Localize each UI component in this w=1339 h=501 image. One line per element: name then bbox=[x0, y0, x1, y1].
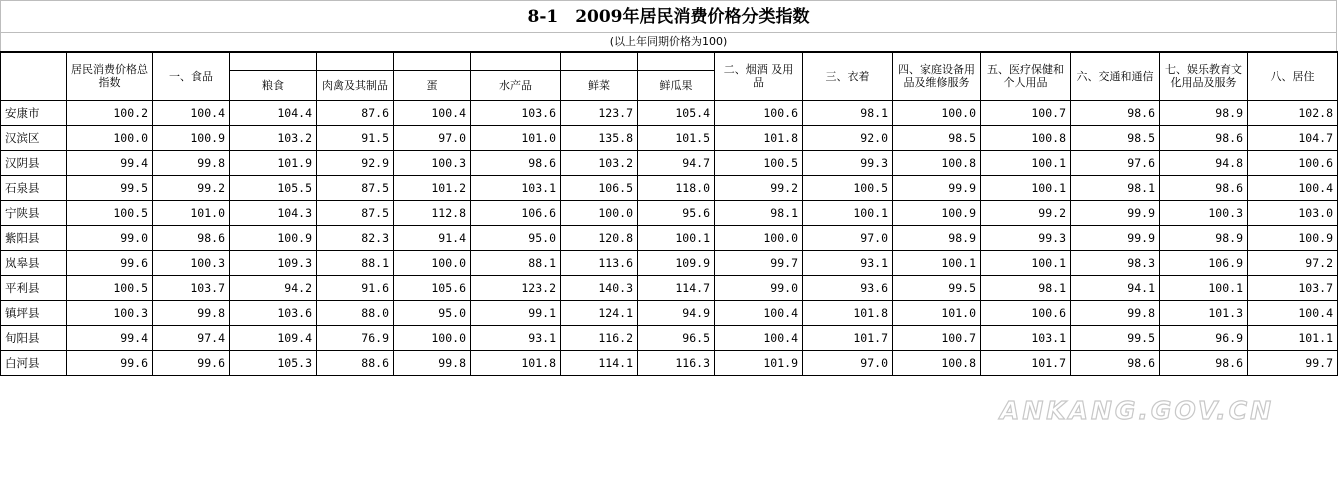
row-region-name: 汉阴县 bbox=[1, 150, 67, 175]
table-cell: 94.7 bbox=[638, 150, 715, 175]
table-cell: 99.5 bbox=[67, 175, 153, 200]
row-region-name: 岚皋县 bbox=[1, 250, 67, 275]
table-cell: 99.9 bbox=[893, 175, 981, 200]
header-cpi: 居民消费价格总指数 bbox=[67, 52, 153, 100]
table-cell: 100.1 bbox=[1160, 275, 1248, 300]
table-cell: 95.6 bbox=[638, 200, 715, 225]
price-index-table bbox=[0, 51, 1338, 376]
header-medical: 五、医疗保健和个人用品 bbox=[981, 52, 1071, 100]
table-cell: 105.4 bbox=[638, 100, 715, 125]
table-cell: 98.6 bbox=[1160, 350, 1248, 375]
table-cell: 99.2 bbox=[981, 200, 1071, 225]
table-row bbox=[1, 225, 1338, 250]
table-row bbox=[1, 200, 1338, 225]
table-cell: 109.9 bbox=[638, 250, 715, 275]
table-cell: 99.2 bbox=[153, 175, 230, 200]
table-cell: 100.0 bbox=[394, 325, 471, 350]
table-cell: 103.6 bbox=[230, 300, 317, 325]
table-cell: 95.0 bbox=[394, 300, 471, 325]
table-row bbox=[1, 125, 1338, 150]
table-cell: 92.9 bbox=[317, 150, 394, 175]
table-cell: 99.1 bbox=[471, 300, 561, 325]
table-title: 8-1 2009年居民消费价格分类指数 bbox=[0, 0, 1337, 33]
table-cell: 99.3 bbox=[981, 225, 1071, 250]
table-cell: 100.8 bbox=[893, 150, 981, 175]
table-cell: 100.4 bbox=[715, 300, 803, 325]
table-cell: 98.1 bbox=[803, 100, 893, 125]
table-cell: 88.0 bbox=[317, 300, 394, 325]
table-row bbox=[1, 250, 1338, 275]
table-row bbox=[1, 350, 1338, 375]
table-cell: 97.2 bbox=[1248, 250, 1338, 275]
header-transport: 六、交通和通信 bbox=[1071, 52, 1160, 100]
table-cell: 100.1 bbox=[803, 200, 893, 225]
table-cell: 98.6 bbox=[1160, 125, 1248, 150]
table-cell: 98.5 bbox=[1071, 125, 1160, 150]
table-cell: 88.1 bbox=[471, 250, 561, 275]
table-cell: 98.6 bbox=[153, 225, 230, 250]
row-region-name: 安康市 bbox=[1, 100, 67, 125]
table-row bbox=[1, 175, 1338, 200]
table-cell: 100.4 bbox=[1248, 175, 1338, 200]
table-row bbox=[1, 325, 1338, 350]
table-cell: 87.6 bbox=[317, 100, 394, 125]
table-cell: 95.0 bbox=[471, 225, 561, 250]
header-clothing: 三、衣着 bbox=[803, 52, 893, 100]
table-cell: 99.6 bbox=[67, 250, 153, 275]
header-blank bbox=[471, 52, 561, 70]
header-blank bbox=[638, 52, 715, 70]
table-cell: 101.9 bbox=[715, 350, 803, 375]
table-cell: 113.6 bbox=[561, 250, 638, 275]
header-grain: 粮食 bbox=[230, 70, 317, 100]
table-cell: 101.2 bbox=[394, 175, 471, 200]
table-body bbox=[1, 100, 1338, 375]
table-cell: 100.0 bbox=[715, 225, 803, 250]
table-cell: 97.0 bbox=[394, 125, 471, 150]
table-cell: 100.1 bbox=[981, 175, 1071, 200]
table-cell: 100.8 bbox=[981, 125, 1071, 150]
table-cell: 101.9 bbox=[230, 150, 317, 175]
row-region-name: 白河县 bbox=[1, 350, 67, 375]
table-cell: 91.5 bbox=[317, 125, 394, 150]
header-meat: 肉禽及其制品 bbox=[317, 70, 394, 100]
table-cell: 100.9 bbox=[893, 200, 981, 225]
table-cell: 101.8 bbox=[715, 125, 803, 150]
table-cell: 99.8 bbox=[153, 300, 230, 325]
table-cell: 106.5 bbox=[561, 175, 638, 200]
table-cell: 99.6 bbox=[67, 350, 153, 375]
table-cell: 103.2 bbox=[230, 125, 317, 150]
table-cell: 98.1 bbox=[1071, 175, 1160, 200]
table-cell: 103.1 bbox=[981, 325, 1071, 350]
header-egg: 蛋 bbox=[394, 70, 471, 100]
table-cell: 101.1 bbox=[1248, 325, 1338, 350]
table-cell: 114.1 bbox=[561, 350, 638, 375]
table-cell: 100.9 bbox=[230, 225, 317, 250]
table-cell: 103.1 bbox=[471, 175, 561, 200]
header-housing: 八、居住 bbox=[1248, 52, 1338, 100]
table-cell: 91.4 bbox=[394, 225, 471, 250]
table-cell: 100.4 bbox=[715, 325, 803, 350]
table-cell: 98.9 bbox=[1160, 225, 1248, 250]
table-cell: 100.5 bbox=[715, 150, 803, 175]
table-cell: 101.5 bbox=[638, 125, 715, 150]
table-cell: 100.0 bbox=[561, 200, 638, 225]
table-cell: 102.8 bbox=[1248, 100, 1338, 125]
table-cell: 99.9 bbox=[1071, 200, 1160, 225]
table-cell: 100.7 bbox=[981, 100, 1071, 125]
table-cell: 103.0 bbox=[1248, 200, 1338, 225]
table-cell: 97.0 bbox=[803, 225, 893, 250]
table-cell: 100.8 bbox=[893, 350, 981, 375]
table-cell: 98.3 bbox=[1071, 250, 1160, 275]
table-cell: 98.1 bbox=[981, 275, 1071, 300]
table-cell: 98.6 bbox=[1160, 175, 1248, 200]
table-cell: 100.7 bbox=[893, 325, 981, 350]
table-cell: 123.7 bbox=[561, 100, 638, 125]
row-region-name: 汉滨区 bbox=[1, 125, 67, 150]
table-cell: 100.5 bbox=[67, 275, 153, 300]
table-cell: 105.3 bbox=[230, 350, 317, 375]
table-cell: 100.5 bbox=[67, 200, 153, 225]
table-cell: 94.1 bbox=[1071, 275, 1160, 300]
table-cell: 112.8 bbox=[394, 200, 471, 225]
table-cell: 100.9 bbox=[1248, 225, 1338, 250]
table-cell: 93.6 bbox=[803, 275, 893, 300]
table-cell: 100.3 bbox=[153, 250, 230, 275]
table-cell: 104.7 bbox=[1248, 125, 1338, 150]
table-cell: 100.4 bbox=[394, 100, 471, 125]
header-fruit: 鲜瓜果 bbox=[638, 70, 715, 100]
table-cell: 101.8 bbox=[471, 350, 561, 375]
table-cell: 100.2 bbox=[67, 100, 153, 125]
table-cell: 99.9 bbox=[1071, 225, 1160, 250]
table-cell: 109.4 bbox=[230, 325, 317, 350]
table-row bbox=[1, 275, 1338, 300]
table-cell: 88.1 bbox=[317, 250, 394, 275]
table-cell: 106.9 bbox=[1160, 250, 1248, 275]
table-cell: 87.5 bbox=[317, 175, 394, 200]
table-cell: 97.4 bbox=[153, 325, 230, 350]
table-cell: 98.1 bbox=[715, 200, 803, 225]
table-cell: 93.1 bbox=[803, 250, 893, 275]
table-cell: 98.9 bbox=[893, 225, 981, 250]
row-region-name: 旬阳县 bbox=[1, 325, 67, 350]
table-cell: 124.1 bbox=[561, 300, 638, 325]
table-cell: 100.0 bbox=[67, 125, 153, 150]
row-region-name: 平利县 bbox=[1, 275, 67, 300]
table-cell: 99.7 bbox=[1248, 350, 1338, 375]
table-cell: 97.6 bbox=[1071, 150, 1160, 175]
table-row bbox=[1, 300, 1338, 325]
table-cell: 99.0 bbox=[715, 275, 803, 300]
table-cell: 100.6 bbox=[981, 300, 1071, 325]
table-cell: 140.3 bbox=[561, 275, 638, 300]
table-cell: 98.9 bbox=[1160, 100, 1248, 125]
table-cell: 100.0 bbox=[893, 100, 981, 125]
table-cell: 114.7 bbox=[638, 275, 715, 300]
table-cell: 100.4 bbox=[1248, 300, 1338, 325]
table-cell: 99.3 bbox=[803, 150, 893, 175]
row-region-name: 宁陕县 bbox=[1, 200, 67, 225]
table-cell: 98.6 bbox=[471, 150, 561, 175]
table-row bbox=[1, 100, 1338, 125]
table-cell: 103.7 bbox=[1248, 275, 1338, 300]
table-cell: 100.1 bbox=[638, 225, 715, 250]
header-blank bbox=[561, 52, 638, 70]
header-blank bbox=[394, 52, 471, 70]
table-cell: 94.2 bbox=[230, 275, 317, 300]
table-cell: 101.8 bbox=[803, 300, 893, 325]
table-cell: 120.8 bbox=[561, 225, 638, 250]
table-cell: 135.8 bbox=[561, 125, 638, 150]
header-blank bbox=[230, 52, 317, 70]
table-cell: 99.8 bbox=[394, 350, 471, 375]
header-entertainment: 七、娱乐教育文化用品及服务 bbox=[1160, 52, 1248, 100]
table-cell: 101.0 bbox=[893, 300, 981, 325]
table-cell: 100.3 bbox=[1160, 200, 1248, 225]
table-cell: 116.3 bbox=[638, 350, 715, 375]
table-cell: 104.3 bbox=[230, 200, 317, 225]
table-cell: 118.0 bbox=[638, 175, 715, 200]
table-cell: 100.5 bbox=[803, 175, 893, 200]
table-cell: 101.0 bbox=[153, 200, 230, 225]
table-cell: 76.9 bbox=[317, 325, 394, 350]
header-household: 四、家庭设备用品及维修服务 bbox=[893, 52, 981, 100]
table-cell: 103.6 bbox=[471, 100, 561, 125]
table-cell: 100.1 bbox=[981, 250, 1071, 275]
table-cell: 123.2 bbox=[471, 275, 561, 300]
table-cell: 93.1 bbox=[471, 325, 561, 350]
table-cell: 97.0 bbox=[803, 350, 893, 375]
table-cell: 100.3 bbox=[394, 150, 471, 175]
header-region bbox=[1, 52, 67, 100]
header-aquatic: 水产品 bbox=[471, 70, 561, 100]
table-cell: 98.6 bbox=[1071, 350, 1160, 375]
table-cell: 100.6 bbox=[1248, 150, 1338, 175]
table-cell: 100.6 bbox=[715, 100, 803, 125]
table-subtitle: (以上年同期价格为100) bbox=[0, 33, 1337, 51]
header-blank bbox=[317, 52, 394, 70]
table-cell: 106.6 bbox=[471, 200, 561, 225]
table-cell: 109.3 bbox=[230, 250, 317, 275]
table-cell: 103.7 bbox=[153, 275, 230, 300]
table-cell: 100.1 bbox=[981, 150, 1071, 175]
row-region-name: 镇坪县 bbox=[1, 300, 67, 325]
table-cell: 92.0 bbox=[803, 125, 893, 150]
table-cell: 101.3 bbox=[1160, 300, 1248, 325]
table-cell: 100.1 bbox=[893, 250, 981, 275]
table-cell: 100.4 bbox=[153, 100, 230, 125]
table-cell: 104.4 bbox=[230, 100, 317, 125]
table-cell: 98.6 bbox=[1071, 100, 1160, 125]
table-cell: 99.4 bbox=[67, 150, 153, 175]
table-cell: 99.8 bbox=[1071, 300, 1160, 325]
table-cell: 101.7 bbox=[803, 325, 893, 350]
table-cell: 99.4 bbox=[67, 325, 153, 350]
table-cell: 88.6 bbox=[317, 350, 394, 375]
table-cell: 100.9 bbox=[153, 125, 230, 150]
table-cell: 116.2 bbox=[561, 325, 638, 350]
table-cell: 101.7 bbox=[981, 350, 1071, 375]
table-cell: 99.7 bbox=[715, 250, 803, 275]
table-cell: 99.5 bbox=[893, 275, 981, 300]
table-cell: 105.5 bbox=[230, 175, 317, 200]
header-food: 一、食品 bbox=[153, 52, 230, 100]
table-cell: 99.8 bbox=[153, 150, 230, 175]
header-tobacco: 二、烟酒 及用品 bbox=[715, 52, 803, 100]
table-cell: 105.6 bbox=[394, 275, 471, 300]
table-cell: 101.0 bbox=[471, 125, 561, 150]
header-veg: 鲜菜 bbox=[561, 70, 638, 100]
table-cell: 96.5 bbox=[638, 325, 715, 350]
row-region-name: 石泉县 bbox=[1, 175, 67, 200]
table-cell: 100.0 bbox=[394, 250, 471, 275]
table-cell: 82.3 bbox=[317, 225, 394, 250]
table-cell: 94.9 bbox=[638, 300, 715, 325]
table-cell: 99.6 bbox=[153, 350, 230, 375]
table-cell: 103.2 bbox=[561, 150, 638, 175]
table-cell: 91.6 bbox=[317, 275, 394, 300]
row-region-name: 紫阳县 bbox=[1, 225, 67, 250]
table-cell: 99.5 bbox=[1071, 325, 1160, 350]
table-cell: 87.5 bbox=[317, 200, 394, 225]
watermark: ANKANG.GOV.CN bbox=[1000, 396, 1275, 425]
table-row bbox=[1, 150, 1338, 175]
table-cell: 99.2 bbox=[715, 175, 803, 200]
table-cell: 96.9 bbox=[1160, 325, 1248, 350]
table-cell: 94.8 bbox=[1160, 150, 1248, 175]
table-cell: 99.0 bbox=[67, 225, 153, 250]
table-cell: 100.3 bbox=[67, 300, 153, 325]
table-cell: 98.5 bbox=[893, 125, 981, 150]
